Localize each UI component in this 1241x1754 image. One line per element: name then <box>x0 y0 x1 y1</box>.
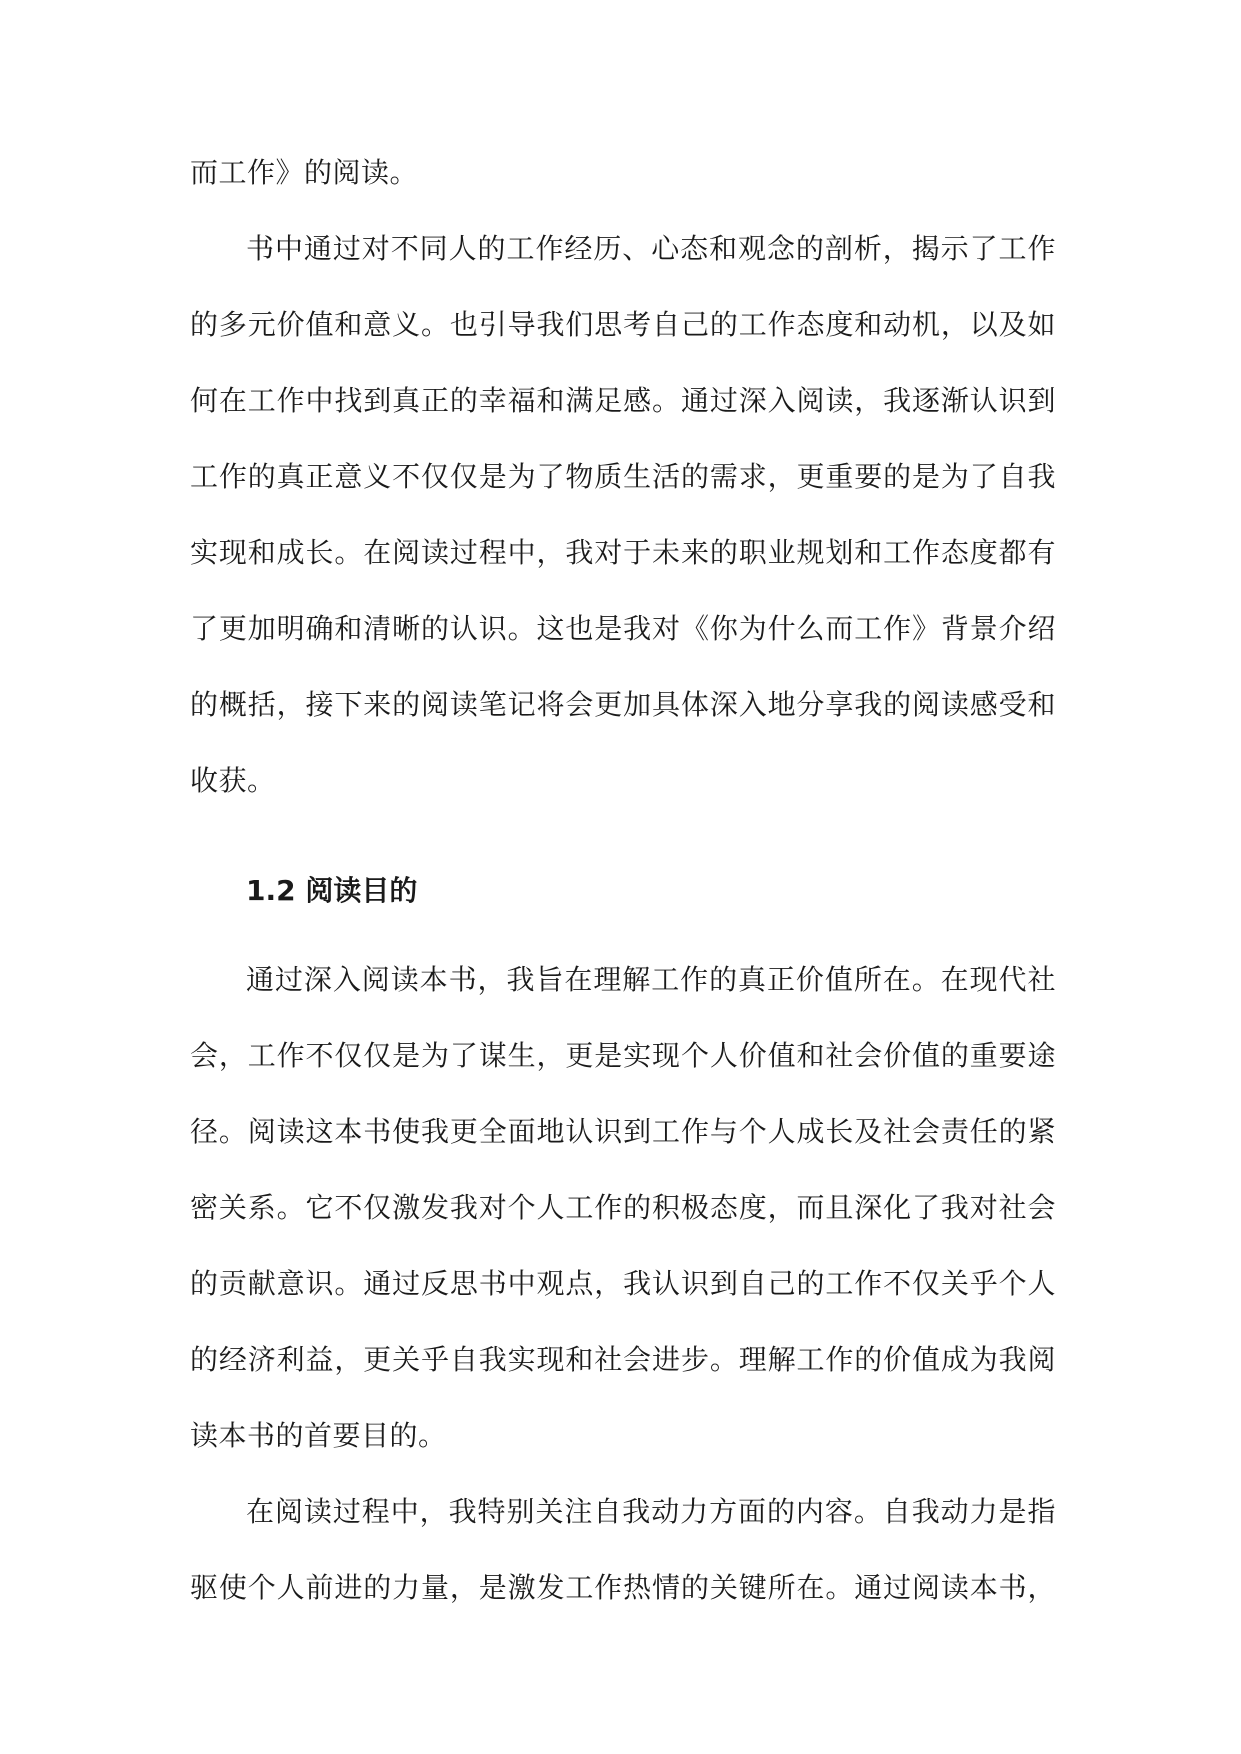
document-page <box>190 140 1056 1631</box>
text-line: 通过深入阅读本书，我旨在理解工作的真正价值所在。在现代社 <box>246 963 1056 996</box>
paragraph <box>190 1479 1056 1631</box>
text-line: 实现和成长。在阅读过程中，我对于未来的职业规划和工作态度都有 <box>190 536 1056 569</box>
text-line: 的多元价值和意义。也引导我们思考自己的工作态度和动机，以及如 <box>190 308 1056 341</box>
paragraph <box>190 947 1056 1479</box>
text-line: 会，工作不仅仅是为了谋生，更是实现个人价值和社会价值的重要途 <box>190 1039 1056 1072</box>
text-line: 的经济利益，更关乎自我实现和社会进步。理解工作的价值成为我阅 <box>190 1343 1056 1376</box>
text-line: 的贡献意识。通过反思书中观点，我认识到自己的工作不仅关乎个人 <box>190 1267 1056 1300</box>
section-heading: 1.2 阅读目的 <box>246 874 418 907</box>
text-line: 工作的真正意义不仅仅是为了物质生活的需求，更重要的是为了自我 <box>190 460 1056 493</box>
text-line: 读本书的首要目的。 <box>190 1419 447 1452</box>
text-line: 的概括，接下来的阅读笔记将会更加具体深入地分享我的阅读感受和 <box>190 688 1056 721</box>
text-line: 径。阅读这本书使我更全面地认识到工作与个人成长及社会责任的紧 <box>190 1115 1056 1148</box>
paragraph <box>190 216 1056 824</box>
text-line: 而工作》的阅读。 <box>190 156 419 189</box>
text-line: 在阅读过程中，我特别关注自我动力方面的内容。自我动力是指 <box>246 1495 1056 1528</box>
text-line: 了更加明确和清晰的认识。这也是我对《你为什么而工作》背景介绍 <box>190 612 1056 645</box>
text-line: 驱使个人前进的力量，是激发工作热情的关键所在。通过阅读本书， <box>190 1571 1056 1604</box>
text-line: 何在工作中找到真正的幸福和满足感。通过深入阅读，我逐渐认识到 <box>190 384 1056 417</box>
paragraph <box>190 140 1056 216</box>
text-line: 书中通过对不同人的工作经历、心态和观念的剖析，揭示了工作 <box>246 232 1056 265</box>
text-line: 收获。 <box>190 764 276 797</box>
text-line: 密关系。它不仅激发我对个人工作的积极态度，而且深化了我对社会 <box>190 1191 1056 1224</box>
